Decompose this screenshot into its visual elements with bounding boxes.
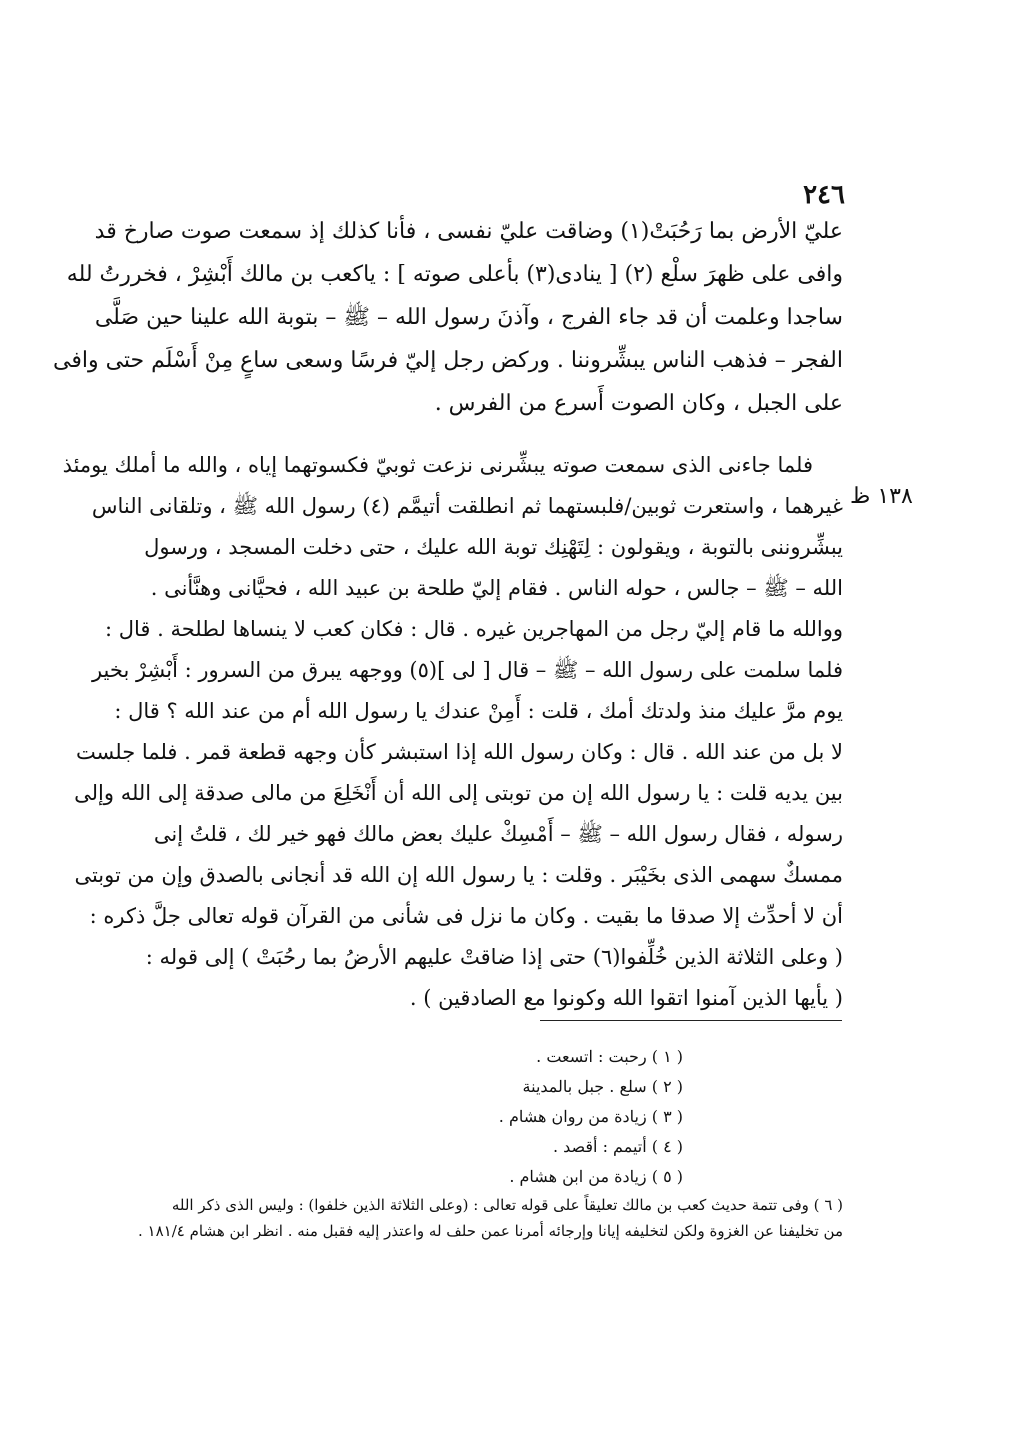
paragraph-2 xyxy=(62,445,843,1019)
text-line: يوم مرَّ عليك منذ ولدتك أمك ، قلت : أَمِنْ عندك يا رسول الله أم من عند الله ؟ قال : xyxy=(114,699,843,723)
footnote-separator xyxy=(540,1020,842,1021)
footnote-long-line: من تخليفنا عن الغزوة ولكن لتخليفه إيانا وإرجائه أمرنا عمن حلف له واعتذر إليه فقبل منه . انظر ابن هشام ١٨١/٤ . xyxy=(138,1222,843,1240)
text-line: ممسكٌ سهمى الذى بخَيْبَر . وقلت : يا رسول الله إن الله قد أنجانى بالصدق وإن من توبتى xyxy=(74,863,843,887)
text-line: على الجبل ، وكان الصوت أَسرع من الفرس . xyxy=(434,391,843,416)
text-line: الله – ﷺ – جالس ، حوله الناس . فقام إليّ طلحة بن عبيد الله ، فحيَّانى وهنَّأنى . xyxy=(150,576,843,600)
paragraph-1 xyxy=(52,210,843,425)
footnote: ( ١ ) رحبت : اتسعت . xyxy=(536,1047,683,1066)
text-line: عليّ الأرض بما رَحُبَتْ(١) وضاقت عليّ نفسى ، فأنا كذلك إذ سمعت صوت صارخ قد xyxy=(94,219,843,244)
text-line: ساجدا وعلمت أن قد جاء الفرج ، وآذنَ رسول الله – ﷺ – بتوبة الله علينا حين صَلَّى xyxy=(94,305,843,330)
text-line: بين يديه قلت : يا رسول الله إن من توبتى إلى الله أن أَنْخَلِعَ من مالى صدقة إلى الله وإلى xyxy=(74,781,843,805)
text-line: الفجر – فذهب الناس يبشِّروننا . وركض رجل إليّ فرسًا وسعى ساعٍ مِنْ أَسْلَم حتى وافى xyxy=(52,348,843,373)
text-line: ( وعلى الثلاثة الذين خُلِّفوا(٦) حتى إذا ضاقتْ عليهم الأرضُ بما رحُبَتْ ) إلى قوله : xyxy=(145,945,843,969)
footnote: ( ٢ ) سلع . جبل بالمدينة xyxy=(522,1077,683,1096)
footnote: ( ٣ ) زيادة من روان هشام . xyxy=(498,1107,683,1126)
text-line: يبشِّروننى بالتوبة ، ويقولون : لِتَهْنِك توبة الله عليك ، حتى دخلت المسجد ، ورسول xyxy=(144,535,843,559)
text-line: أن لا أحدِّث إلا صدقا ما بقيت . وكان ما نزل فى شأنى من القرآن قوله تعالى جلَّ ذكره : xyxy=(89,904,843,928)
text-line: لا بل من عند الله . قال : وكان رسول الله إذا استبشر كأن وجهه قطعة قمر . فلما جلست xyxy=(75,740,843,764)
text-line: ( يأيها الذين آمنوا اتقوا الله وكونوا مع الصادقين ) . xyxy=(409,986,843,1010)
text-line: رسوله ، فقال رسول الله – ﷺ – أَمْسِكْ عليك بعض مالك فهو خير لك ، قلتُ إنى xyxy=(153,822,843,846)
text-line: غيرهما ، واستعرت ثوبين/فلبستهما ثم انطلقت أتيمَّم (٤) رسول الله ﷺ ، وتلقانى الناس xyxy=(91,494,843,518)
text-line: فلما سلمت على رسول الله – ﷺ – قال [ لى ](٥) ووجهه يبرق من السرور : أَبْشِرْ بخير xyxy=(91,658,843,682)
page-number: ٢٤٦ xyxy=(803,180,845,210)
footnote-long-line: ( ٦ ) وفى تتمة حديث كعب بن مالك تعليقاً على قوله تعالى : (وعلى الثلاثة الذين خلفوا) : وليس الذى ذكر الله xyxy=(171,1196,843,1214)
text-line: فلما جاءنى الذى سمعت صوته يبشِّرنى نزعت ثوبيّ فكسوتهما إياه ، والله ما أملك يومئذ xyxy=(62,453,813,477)
text-line: وافى على ظهرَ سلْع (٢) [ ينادى(٣) بأعلى صوته ] : ياكعب بن مالك أَبْشِرْ ، فخررتُ لله xyxy=(66,262,843,287)
footnote: ( ٥ ) زيادة من ابن هشام . xyxy=(509,1167,683,1186)
text-line: ووالله ما قام إليّ رجل من المهاجرين غيره . قال : فكان كعب لا ينساها لطلحة . قال : xyxy=(105,617,843,641)
manuscript-folio-reference: ١٣٨ ظ xyxy=(850,484,913,509)
footnotes xyxy=(138,1042,843,1244)
footnote: ( ٤ ) أتيمم : أقصد . xyxy=(552,1137,683,1156)
